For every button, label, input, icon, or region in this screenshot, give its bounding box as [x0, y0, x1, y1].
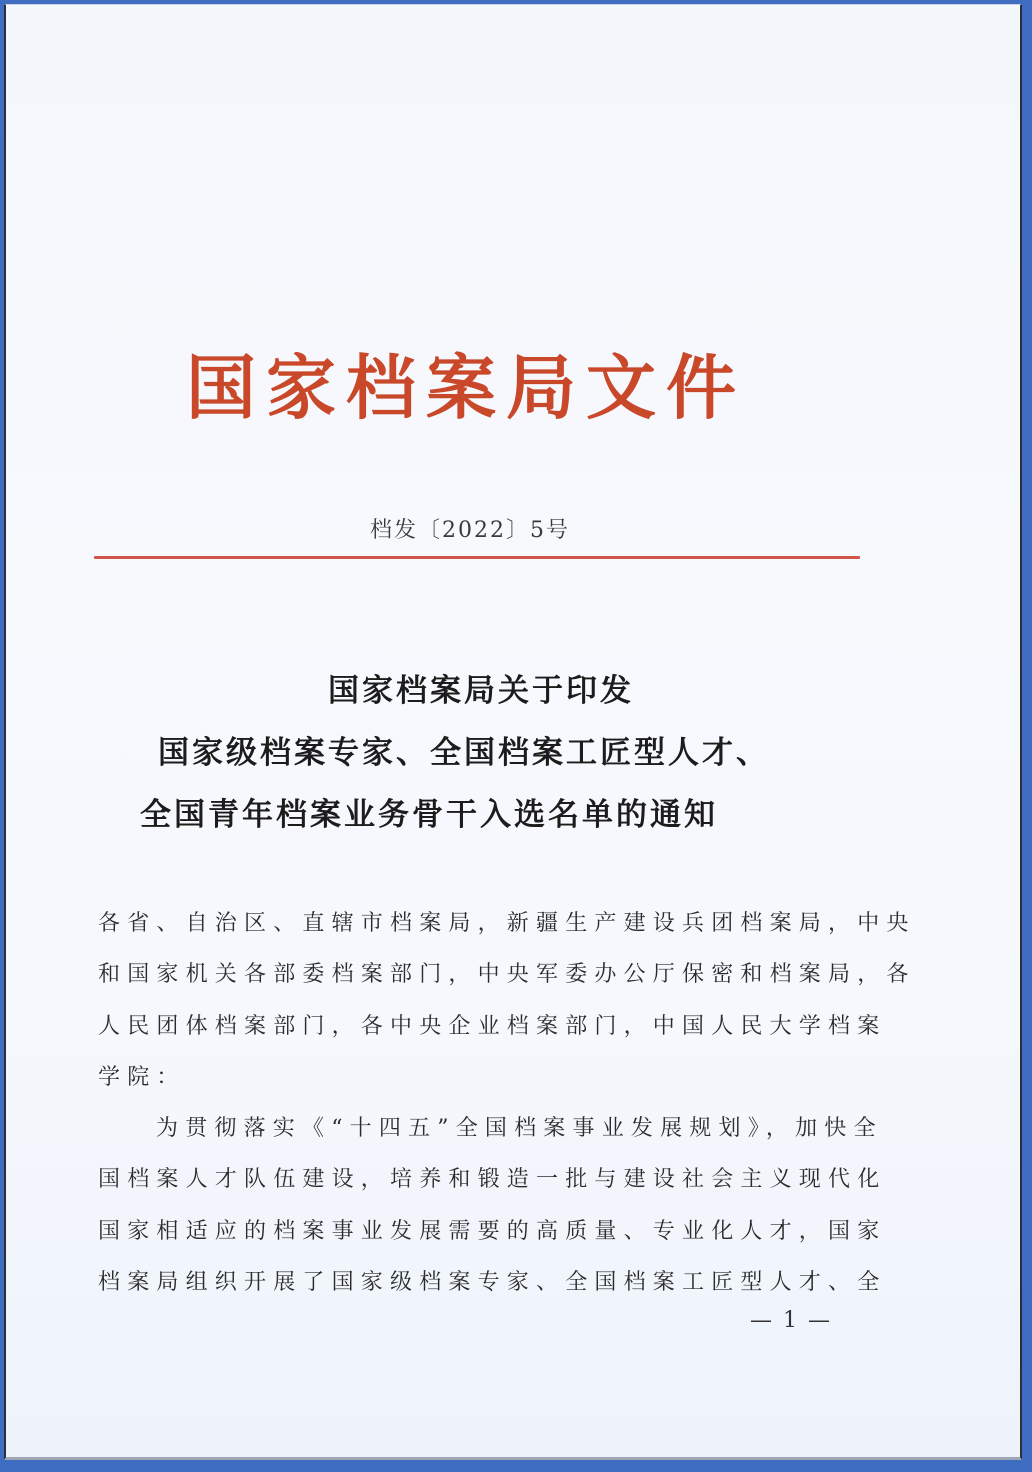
document-frame — [4, 4, 1022, 1460]
page-number: — 1 — — [750, 1308, 832, 1333]
title-line: 全国青年档案业务骨干入选名单的通知 — [140, 797, 718, 833]
document-header: 国家档案局文件 — [186, 347, 746, 429]
addressee-line: 人民团体档案部门，各中央企业档案部门，中国人民大学档案 — [98, 1013, 887, 1039]
addressee-line: 和国家机关各部委档案部门，中央军委办公厅保密和档案局，各 — [98, 962, 916, 988]
addressee-line: 各省、自治区、直辖市档案局，新疆生产建设兵团档案局，中央 — [98, 911, 916, 936]
body-paragraph-line: 国家相适应的档案事业发展需要的高质量、专业化人才，国家 — [98, 1218, 887, 1244]
document-body — [98, 898, 916, 1308]
title-line: 国家档案局关于印发 — [328, 673, 634, 709]
body-paragraph-line: 档案局组织开展了国家级档案专家、全国档案工匠型人才、全 — [98, 1270, 887, 1296]
document-page — [6, 5, 1020, 1457]
addressee-line: 学院： — [98, 1064, 186, 1090]
title-line: 国家级档案专家、全国档案工匠型人才、 — [158, 735, 770, 771]
body-paragraph-line: 国档案人才队伍建设，培养和锻造一批与建设社会主义现代化 — [98, 1167, 887, 1193]
document-number: 档发〔2022〕5号 — [370, 518, 570, 543]
document-title — [96, 663, 866, 849]
body-paragraph-line: 为贯彻落实《“十四五”全国档案事业发展规划》，加快全 — [156, 1116, 883, 1142]
header-divider — [94, 556, 860, 559]
